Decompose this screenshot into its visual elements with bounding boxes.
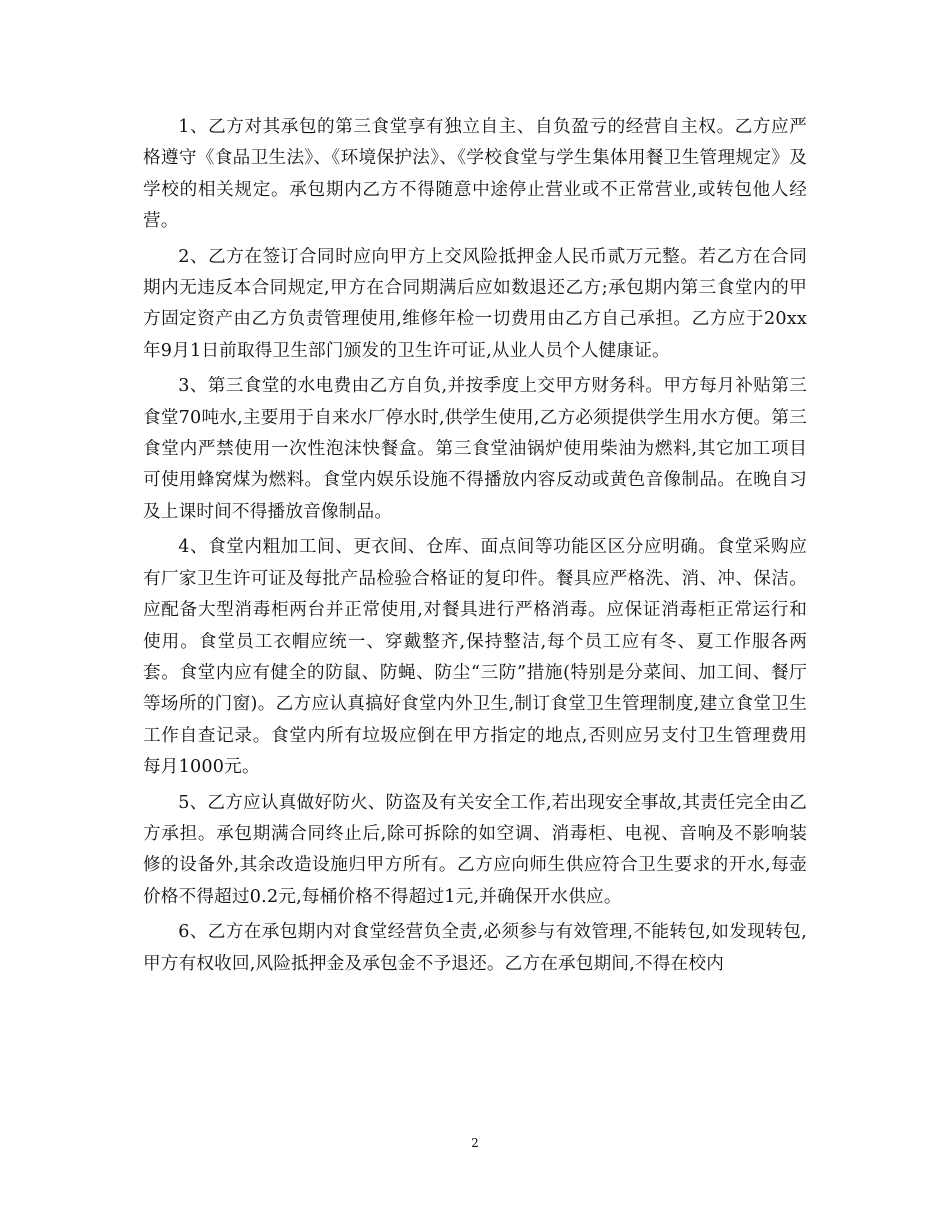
document-body bbox=[143, 112, 807, 984]
paragraph-5: 5、乙方应认真做好防火、防盗及有关安全工作,若出现安全事故,其责任完全由乙方承担。承包期满合同终止后,除可拆除的如空调、消毒柜、电视、音响及不影响装修的设备外,其余改造设施归甲方所有。乙方应向师生供应符合卫生要求的开水,每壶价格不得超过0.2元,每桶价格不得超过1元,并确保开水供应。 bbox=[143, 792, 807, 907]
paragraph-3: 3、第三食堂的水电费由乙方自负,并按季度上交甲方财务科。甲方每月补贴第三食堂70吨水,主要用于自来水厂停水时,供学生使用,乙方必须提供学生用水方便。第三食堂内严禁使用一次性泡沫快餐盒。第三食堂油锅炉使用柴油为燃料,其它加工项目可使用蜂窝煤为燃料。食堂内娱乐设施不得播放内容反动或黄色音像制品。在晚自习及上课时间不得播放音像制品。 bbox=[143, 376, 807, 522]
paragraph-4: 4、食堂内粗加工间、更衣间、仓库、面点间等功能区区分应明确。食堂采购应有厂家卫生许可证及每批产品检验合格证的复印件。餐具应严格洗、消、冲、保洁。应配备大型消毒柜两台并正常使用,对餐具进行严格消毒。应保证消毒柜正常运行和使用。食堂员工衣帽应统一、穿戴整齐,保持整洁,每个员工应有冬、夏工作服各两套。食堂内应有健全的防鼠、防蝇、防尘“三防”措施(特别是分菜间、加工间、餐厅等场所的门窗)。乙方应认真搞好食堂内外卫生,制订食堂卫生管理制度,建立食堂卫生工作自查记录。食堂内所有垃圾应倒在甲方指定的地点,否则应另支付卫生管理费用每月1000元。 bbox=[143, 537, 807, 778]
page-number: 2 bbox=[471, 1136, 479, 1150]
paragraph-6: 6、乙方在承包期内对食堂经营负全责,必须参与有效管理,不能转包,如发现转包,甲方有权收回,风险抵押金及承包金不予退还。乙方在承包期间,不得在校内 bbox=[143, 922, 807, 974]
paragraph-2: 2、乙方在签订合同时应向甲方上交风险抵押金人民币贰万元整。若乙方在合同期内无违反本合同规定,甲方在合同期满后应如数退还乙方;承包期内第三食堂内的甲方固定资产由乙方负责管理使用,维修年检一切费用由乙方自己承担。乙方应于20xx年9月1日前取得卫生部门颁发的卫生许可证,从业人员个人健康证。 bbox=[143, 246, 807, 361]
paragraph-1: 1、乙方对其承包的第三食堂享有独立自主、自负盈亏的经营自主权。乙方应严格遵守《食品卫生法》、《环境保护法》、《学校食堂与学生集体用餐卫生管理规定》及学校的相关规定。承包期内乙方不得随意中途停止营业或不正常营业,或转包他人经营。 bbox=[143, 117, 807, 232]
